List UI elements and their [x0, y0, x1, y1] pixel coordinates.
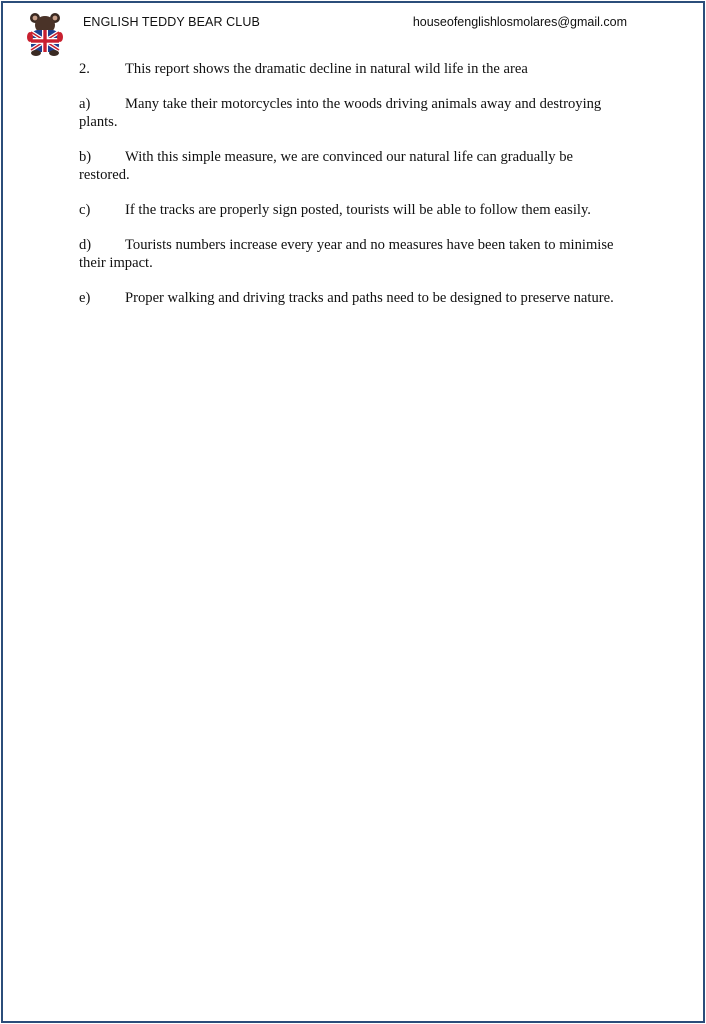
item-marker: 2. — [79, 61, 90, 77]
item-text: If the tracks are properly sign posted, tourists will be able to follow them easily. — [125, 202, 591, 218]
contact-email: houseofenglishlosmolares@gmail.com — [412, 15, 627, 29]
list-item — [79, 60, 627, 78]
list-item — [79, 289, 627, 307]
item-marker: a) — [79, 96, 91, 112]
list-item — [79, 95, 627, 131]
list-item — [79, 236, 627, 272]
list-item — [79, 148, 627, 184]
item-marker: c) — [79, 202, 91, 218]
list-item — [79, 201, 627, 219]
item-text: This report shows the dramatic decline in natural wild life in the area — [125, 61, 528, 77]
item-text: Tourists numbers increase every year and no measures have been taken to minimise their impact. — [79, 237, 614, 271]
item-text: Proper walking and driving tracks and paths need to be designed to preserve nature. — [125, 290, 614, 306]
club-name: ENGLISH TEDDY BEAR CLUB — [83, 15, 260, 29]
item-marker: d) — [79, 237, 92, 253]
item-marker: b) — [79, 149, 92, 165]
item-text: Many take their motorcycles into the woods driving animals away and destroying plants. — [79, 96, 602, 130]
item-marker: e) — [79, 290, 91, 306]
page-header — [0, 0, 706, 56]
document-body — [79, 60, 627, 324]
item-text: With this simple measure, we are convinced our natural life can gradually be restored. — [79, 149, 574, 183]
teddy-bear-union-jack-icon — [27, 12, 63, 56]
